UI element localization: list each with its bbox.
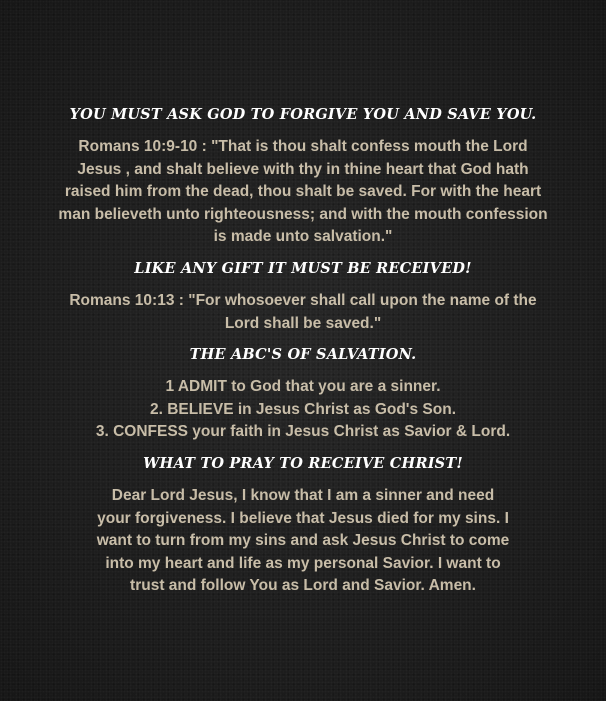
section-heading-ask-forgiveness: YOU MUST ASK GOD TO FORGIVE YOU AND SAVE YOU. [69, 106, 537, 123]
romans-10-9-10-passage [43, 136, 563, 249]
prayer-line: into my heart and life as my personal Savior. I want to [105, 554, 501, 572]
section-heading-prayer: WHAT TO PRAY TO RECEIVE CHRIST! [143, 454, 463, 472]
passage-line: Romans 10:9-10 : "That is thou shalt confess mouth the Lord [78, 138, 528, 155]
prayer-line: trust and follow You as Lord and Savior. Amen. [130, 577, 476, 595]
gospel-tract [0, 104, 606, 598]
section-heading-abcs: THE ABC'S OF SALVATION. [189, 346, 417, 364]
abc-step-confess: 3. CONFESS your faith in Jesus Christ as Savior & Lord. [95, 423, 511, 441]
passage-line: Romans 10:13 : "For whosoever shall call upon the name of the [69, 291, 537, 309]
passage-line: is made unto salvation." [213, 228, 393, 246]
prayer-line: your forgiveness. I believe that Jesus died for my sins. I [97, 509, 509, 527]
section-heading-gift-received: LIKE ANY GIFT IT MUST BE RECEIVED! [134, 259, 472, 277]
passage-line: Lord shall be saved." [224, 314, 382, 332]
prayer-line: Dear Lord Jesus, I know that I am a sinner and need [111, 486, 495, 504]
abc-step-admit: 1 ADMIT to God that you are a sinner. [165, 378, 441, 396]
passage-line: man believeth unto righteousness; and with the mouth confession [58, 205, 548, 223]
passage-line: raised him from the dead, thou shalt be saved. For with the heart [64, 183, 542, 201]
prayer-line: want to turn from my sins and ask Jesus Christ to come [96, 532, 510, 550]
passage-line: Jesus , and shalt believe with thy in thine heart that God hath [77, 160, 529, 178]
abc-steps-list [0, 376, 606, 444]
romans-10-13-passage [63, 290, 543, 335]
abc-step-believe: 2. BELIEVE in Jesus Christ as God's Son. [149, 400, 457, 418]
salvation-prayer [93, 485, 513, 598]
